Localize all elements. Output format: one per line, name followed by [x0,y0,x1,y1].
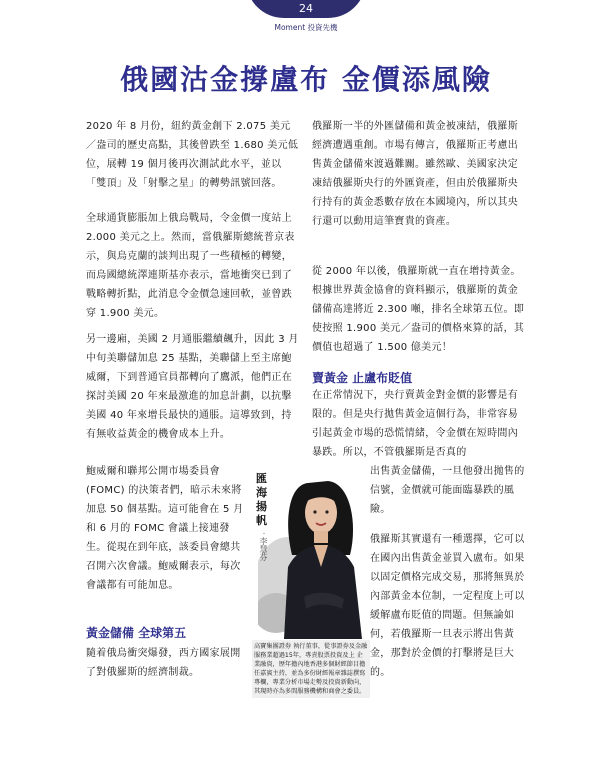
right-paragraph-1: 俄羅斯一半的外匯儲備和黃金被凍結，俄羅斯經濟遭遇重創。市場有傳言，俄羅斯正考慮出售黃金儲備來渡過難關。雖然歐、美國家決定凍結俄羅斯央行的外匯資產，但由於俄羅斯央行持有的黃金悉數存放在本國境內，所以其央行還可以動用這筆寶貴的資產。 [312,121,518,227]
right-paragraph-4: 出售黃金儲備，一旦他發出拋售的信號，金價就可能面臨暴跌的風險。 [370,466,525,515]
author-name-sub: ‧ 李慧芬 [259,532,268,562]
left-paragraph-5: 隨着俄烏衝突爆發，西方國家展開了對俄羅斯的經濟制裁。 [86,648,241,678]
left-paragraph-4: 鮑威爾和聯邦公開市場委員會(FOMC) 的決策者們，暗示未來將加息 50 個基點。這可能會在 5 月和 6 月的 FOMC 會議上接連發生。從現在到年底，該委員會總共召開六次會議。鮑威爾表示，每次會議都有可能加息。 [86,466,244,591]
headline: 俄國沽金撐盧布 金價添風險 [120,63,492,96]
subheading-gold-reserve: 黃金儲備 全球第五 [86,626,187,640]
left-paragraph-2: 全球通貨膨脹加上俄烏戰局，令金價一度站上 2.000 美元之上。然而，當俄羅斯總統普京表示，與烏克蘭的談判出現了一些積極的轉變，而烏國總統澤連斯基亦表示，當地衝突已到了戰略轉折點，此消息令金價急速回軟，並曾跌穿 1.900 美元。 [86,213,295,319]
right-paragraph-3: 在正常情況下，央行賣黃金對金價的影響是有限的。但是央行拋售黃金這個行為，非常容易引起黃金市場的恐慌情緒，令金價在短時間內暴跌。所以，不管俄羅斯是否真的 [312,390,518,458]
subheading-sell-gold: 賣黃金 止盧布貶值 [312,371,413,385]
section-label: Moment 投資先機 [274,23,338,32]
author-name: 匯海揚帆 [256,472,267,527]
author-bio: 高寶集團證券 執行董事，從事證券及金融服務業超過15年，專責股票投資及上 企業融資，歷年擔內地香港多個財經節目擔任嘉賓主持，並為多份財經報章雜誌撰寫專欄，專業分析市場走勢及投資新動向，其現時亦為多間服務機構和商會之委員。 [252,640,370,698]
right-paragraph-2: 從 2000 年以後，俄羅斯就一直在增持黃金。根據世界黃金協會的資料顯示，俄羅斯的黃金儲備高達將近 2.300 噸，排名全球第五位。即使按照 1.900 美元／盎司的價格來算的話，其價值也超過了 1.500 億美元！ [312,266,525,353]
right-paragraph-5: 俄羅斯其實還有一種選擇，它可以在國內出售黃金並買入盧布。如果以固定價格完成交易，那將無異於內部黃金本位制，一定程度上可以緩解盧布貶值的問題。但無論如何，若俄羅斯一旦表示將出售黃金，那對於金價的打擊將是巨大的。 [370,534,525,678]
author-photo [258,463,368,639]
left-paragraph-3: 另一邊廂，美國 2 月通脹繼續飆升，因此 3 月中旬美聯儲加息 25 基點，美聯儲上至主席鮑威爾，下到普通官員都轉向了鷹派，他們正在探討美國 20 年來最激進的加息計劃，以抗擊美國 40 年來增長最快的通脹。這導致到，持有無收益黃金的機會成本上升。 [86,334,299,440]
page-number: 24 [299,2,313,15]
left-paragraph-1: 2020 年 8 月份，紐約黃金創下 2.075 美元／盎司的歷史高點，其後曾跌至 1.680 美元低位，展轉 19 個月後再次測試此水平，並以「雙頂」及「射擊之星」的轉勢訊號回落。 [86,121,299,189]
